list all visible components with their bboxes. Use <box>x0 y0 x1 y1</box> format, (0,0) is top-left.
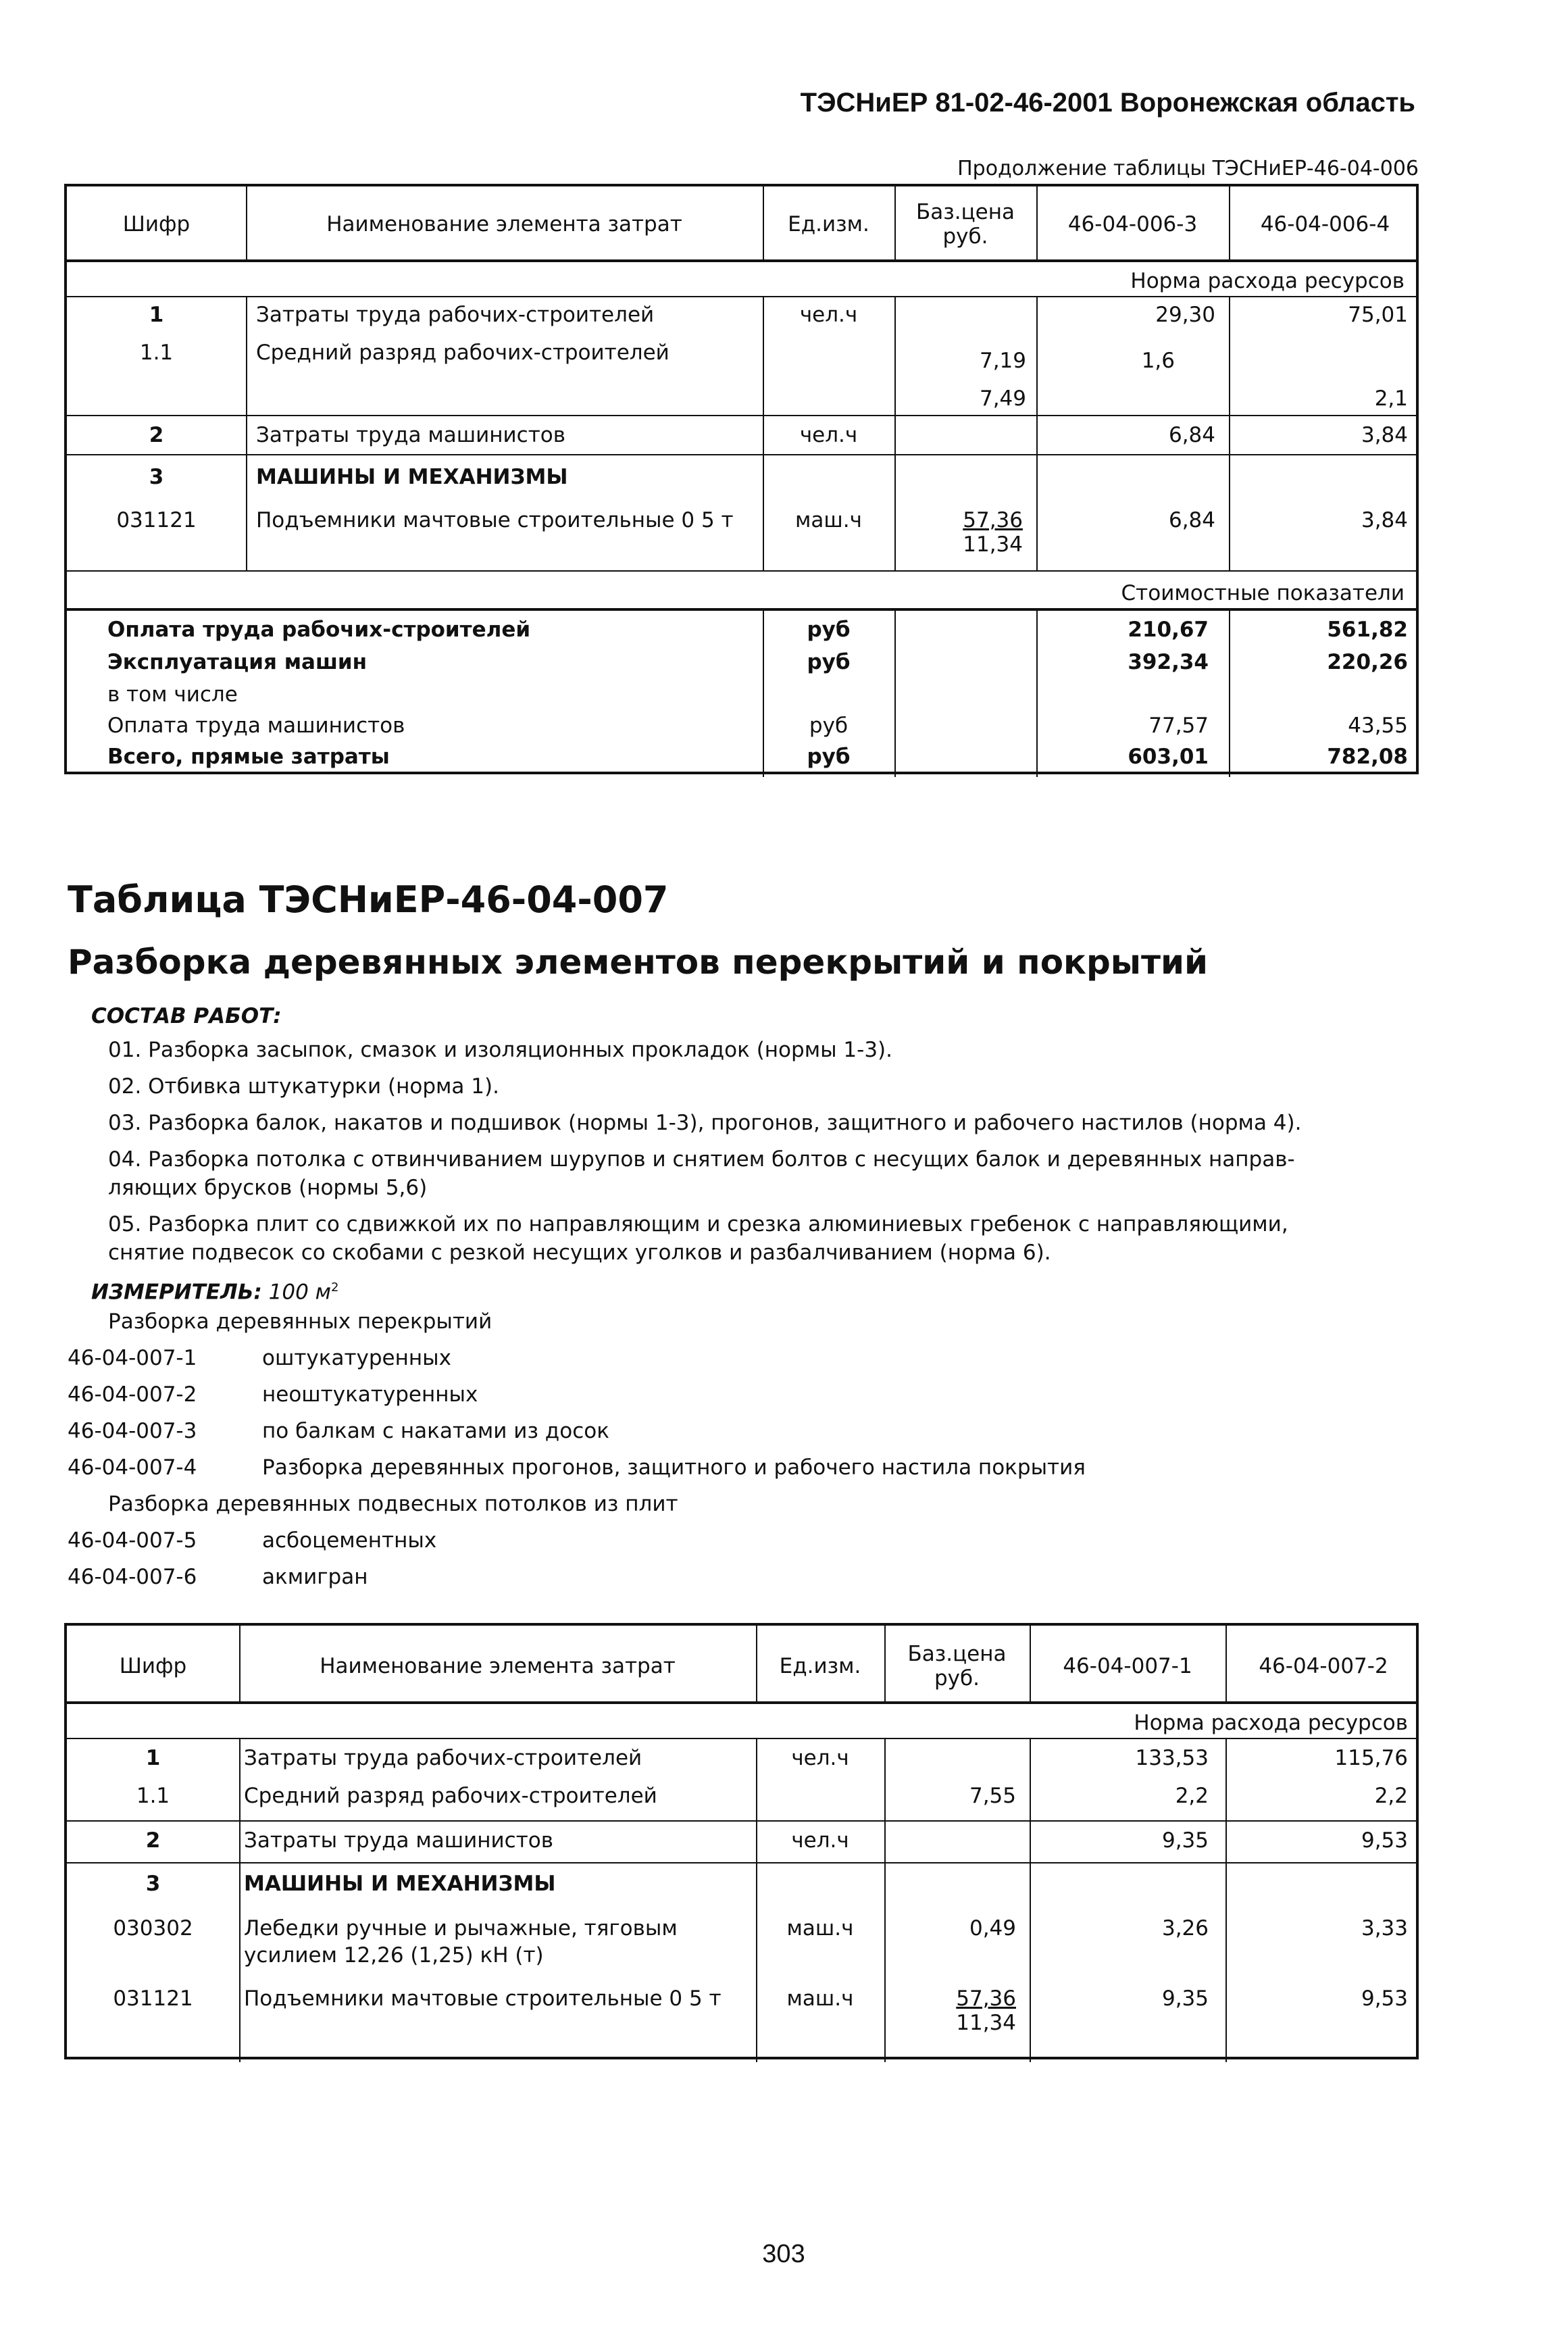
t2-row5-unit: маш.ч <box>786 1916 854 1941</box>
t1-vline-1b <box>246 296 247 570</box>
t2-row3-v1: 9,35 <box>1161 1828 1209 1853</box>
t1-row4-v1: 6,84 <box>1168 423 1215 447</box>
t1-row6-name: Подъемники мачтовые строительные 0 5 т <box>256 508 734 532</box>
t1-header-code: Шифр <box>122 212 191 236</box>
t1-norm-caption: Норма расхода ресурсов <box>1130 269 1405 293</box>
t2-row2-name: Средний разряд рабочих-строителей <box>244 1784 657 1808</box>
t1-vline-5c <box>1229 608 1230 777</box>
t2-vline-1b <box>239 1738 241 2062</box>
t1-row1-v2: 75,01 <box>1348 303 1408 327</box>
item-text-4: Разборка деревянных прогонов, защитного и рабочего настила покрытия <box>262 1455 1086 1480</box>
t1-cost1-name: Оплата труда рабочих-строителей <box>107 618 531 642</box>
section-title: Таблица ТЭСНиЕР-46-04-007 <box>68 878 669 921</box>
t2-row6-v1: 9,35 <box>1161 1986 1209 2011</box>
t2-header-col2: 46-04-007-2 <box>1259 1654 1388 1678</box>
t1-cost-caption: Стоимостные показатели <box>1121 581 1405 605</box>
t1-row2-name: Средний разряд рабочих-строителей <box>256 341 669 365</box>
t1-vline-4c <box>1036 608 1038 777</box>
t2-vline-2 <box>756 1626 757 1701</box>
t1-vline-4 <box>1036 186 1038 259</box>
t2-vline-4 <box>1030 1626 1031 1701</box>
group-2-label: Разборка деревянных подвесных потолков из плит <box>108 1492 678 1516</box>
t2-header-price: Баз.цена руб. <box>907 1642 1007 1691</box>
t1-cost4-v1: 77,57 <box>1148 714 1209 738</box>
t2-row5-v2: 3,33 <box>1361 1916 1408 1941</box>
t1-row3-price: 7,49 <box>979 386 1026 411</box>
t2-norm-caption: Норма расхода ресурсов <box>1134 1711 1408 1735</box>
t1-row6-v1: 6,84 <box>1168 508 1215 532</box>
t1-row6-v2: 3,84 <box>1361 508 1408 532</box>
t2-row2-code: 1.1 <box>136 1784 170 1808</box>
t1-row5-name: МАШИНЫ И МЕХАНИЗМЫ <box>256 465 568 489</box>
item-text-1: оштукатуренных <box>262 1346 451 1370</box>
table-2 <box>64 1623 1419 2059</box>
t2-vline-1 <box>239 1626 241 1701</box>
table-1 <box>64 184 1419 774</box>
t2-row5-code: 030302 <box>113 1916 193 1941</box>
page-header: ТЭСНиЕР 81-02-46-2001 Воронежская область <box>800 88 1415 118</box>
t1-cost2-name: Эксплуатация машин <box>107 650 368 674</box>
t1-cost5-name: Всего, прямые затраты <box>107 745 390 769</box>
t1-cost2-v1: 392,34 <box>1128 650 1209 674</box>
t1-divider-c <box>67 570 1416 572</box>
t1-divider-a <box>67 415 1416 416</box>
t1-cost5-unit: руб <box>807 745 851 769</box>
t2-row1-v2: 115,76 <box>1334 1746 1408 1770</box>
measure <box>91 1276 339 1304</box>
t2-vline-3b <box>884 1738 886 2062</box>
t1-row6-price2: 11,34 <box>963 532 1023 557</box>
t2-row3-name: Затраты труда машинистов <box>244 1828 554 1853</box>
t2-row5-v1: 3,26 <box>1161 1916 1209 1941</box>
item-code-2: 46-04-007-2 <box>68 1382 197 1407</box>
t2-row1-v1: 133,53 <box>1135 1746 1209 1770</box>
t1-vline-5b <box>1229 296 1230 570</box>
t1-vline-1 <box>246 186 247 259</box>
item-code-4: 46-04-007-4 <box>68 1455 197 1480</box>
t1-row2-code: 1.1 <box>139 341 174 365</box>
t1-row4-v2: 3,84 <box>1361 423 1408 447</box>
work-item-5: 05. Разборка плит со сдвижкой их по направляющим и срезка алюминиевых гребенок с направляющими, <box>108 1212 1288 1236</box>
t2-row6-v2: 9,53 <box>1361 1986 1408 2011</box>
t1-cost5-v2: 782,08 <box>1327 745 1408 769</box>
t1-cost1-unit: руб <box>807 618 851 642</box>
t1-row4-code: 2 <box>149 423 164 447</box>
t2-row3-code: 2 <box>145 1828 161 1853</box>
t2-norm-divider <box>67 1738 1416 1739</box>
t2-row4-name: МАШИНЫ И МЕХАНИЗМЫ <box>244 1872 556 1896</box>
t1-row5-code: 3 <box>149 465 164 489</box>
t2-row6-price2: 11,34 <box>956 2011 1016 2035</box>
t1-norm-divider <box>67 296 1416 297</box>
t2-row4-code: 3 <box>145 1872 161 1896</box>
t1-vline-3c <box>894 608 896 777</box>
work-item-3: 03. Разборка балок, накатов и подшивок (нормы 1-3), прогонов, защитного и рабочего настилов (норма 4). <box>108 1111 1302 1135</box>
t1-cost3-name: в том числе <box>107 682 238 707</box>
work-item-4-cont: ляющих брусков (нормы 5,6) <box>108 1176 428 1200</box>
t1-cost4-v2: 43,55 <box>1348 714 1408 738</box>
item-text-6: акмигран <box>262 1565 368 1589</box>
work-item-1: 01. Разборка засыпок, смазок и изоляционных прокладок (нормы 1-3). <box>108 1038 893 1062</box>
t2-vline-3 <box>884 1626 886 1701</box>
t2-vline-5b <box>1225 1738 1227 2062</box>
t1-row1-code: 1 <box>149 303 164 327</box>
t2-header-code: Шифр <box>119 1654 187 1678</box>
t1-vline-3 <box>894 186 896 259</box>
item-text-2: неоштукатуренных <box>262 1382 478 1407</box>
t2-divider-a <box>67 1820 1416 1822</box>
t1-cost2-v2: 220,26 <box>1327 650 1408 674</box>
t2-vline-5 <box>1225 1626 1227 1701</box>
section-subtitle: Разборка деревянных элементов перекрытий и покрытий <box>68 943 1209 982</box>
group-1-label: Разборка деревянных перекрытий <box>108 1309 492 1334</box>
t1-row4-name: Затраты труда машинистов <box>256 423 566 447</box>
t1-row2-price: 7,19 <box>979 349 1026 373</box>
t1-row6-price: 57,36 <box>963 508 1023 532</box>
t2-header-divider <box>67 1701 1416 1704</box>
t2-row5-price: 0,49 <box>969 1916 1016 1941</box>
continuation-caption: Продолжение таблицы ТЭСНиЕР-46-04-006 <box>957 157 1419 180</box>
item-code-1: 46-04-007-1 <box>68 1346 197 1370</box>
t1-cost2-unit: руб <box>807 650 851 674</box>
t2-row1-name: Затраты труда рабочих-строителей <box>244 1746 642 1770</box>
t2-row2-v2: 2,2 <box>1374 1784 1408 1808</box>
t2-row6-unit: маш.ч <box>786 1986 854 2011</box>
t1-header-divider <box>67 259 1416 262</box>
item-code-3: 46-04-007-3 <box>68 1419 197 1443</box>
t1-cost4-name: Оплата труда машинистов <box>107 714 405 738</box>
t2-row6-name: Подъемники мачтовые строительные 0 5 т <box>244 1986 722 2011</box>
t1-row6-unit: маш.ч <box>795 508 862 532</box>
item-text-5: асбоцементных <box>262 1528 437 1553</box>
measure-value: 100 м <box>268 1280 332 1305</box>
t2-row6-price: 57,36 <box>956 1986 1016 2011</box>
t2-row3-v2: 9,53 <box>1361 1828 1408 1853</box>
t1-row3-v2: 2,1 <box>1374 386 1408 411</box>
t2-header-unit: Ед.изм. <box>779 1654 861 1678</box>
work-item-2: 02. Отбивка штукатурки (норма 1). <box>108 1074 499 1099</box>
works-label: СОСТАВ РАБОТ: <box>91 1004 282 1028</box>
t1-cost1-v2: 561,82 <box>1327 618 1408 642</box>
t1-divider-d <box>67 608 1416 611</box>
t2-row5-name2: усилием 12,26 (1,25) кН (т) <box>244 1943 544 1968</box>
t2-row2-price: 7,55 <box>969 1784 1016 1808</box>
t1-header-col1: 46-04-006-3 <box>1067 212 1198 236</box>
item-code-5: 46-04-007-5 <box>68 1528 197 1553</box>
t2-row6-code: 031121 <box>113 1986 193 2011</box>
t2-divider-b <box>67 1862 1416 1863</box>
t1-cost1-v1: 210,67 <box>1128 618 1209 642</box>
t1-header-col2: 46-04-006-4 <box>1260 212 1390 236</box>
measure-label: ИЗМЕРИТЕЛЬ: <box>91 1280 262 1305</box>
t1-vline-5 <box>1229 186 1230 259</box>
work-item-5-cont: снятие подвесок со скобами с резкой несущих уголков и разбалчиванием (норма 6). <box>108 1241 1051 1265</box>
t2-vline-2b <box>756 1738 757 2062</box>
t2-header-col1: 46-04-007-1 <box>1063 1654 1192 1678</box>
t2-row5-name: Лебедки ручные и рычажные, тяговым <box>244 1916 678 1941</box>
t1-row6-code: 031121 <box>116 508 197 532</box>
measure-sup: 2 <box>331 1280 339 1295</box>
t1-row1-unit: чел.ч <box>799 303 858 327</box>
t1-cost5-v1: 603,01 <box>1128 745 1209 769</box>
t1-header-price: Баз.цена руб. <box>915 200 1015 249</box>
t2-vline-4b <box>1030 1738 1031 2062</box>
t2-row1-code: 1 <box>145 1746 161 1770</box>
t2-row3-unit: чел.ч <box>791 1828 849 1853</box>
t1-vline-2b <box>763 296 764 570</box>
t1-vline-3b <box>894 296 896 570</box>
t1-row4-unit: чел.ч <box>799 423 858 447</box>
t1-header-name: Наименование элемента затрат <box>326 212 682 236</box>
t1-row2-v1: 1,6 <box>1141 349 1175 373</box>
t1-header-unit: Ед.изм. <box>788 212 869 236</box>
item-text-3: по балкам с накатами из досок <box>262 1419 609 1443</box>
work-item-4: 04. Разборка потолка с отвинчиванием шурупов и снятием болтов с несущих балок и деревянных направ- <box>108 1147 1295 1172</box>
t1-divider-b <box>67 454 1416 455</box>
t2-header-name: Наименование элемента затрат <box>320 1654 676 1678</box>
page-number: 303 <box>762 2240 805 2268</box>
t1-vline-2c <box>763 608 764 777</box>
t1-row1-v1: 29,30 <box>1155 303 1215 327</box>
t1-vline-2 <box>763 186 764 259</box>
t1-cost4-unit: руб <box>809 714 849 738</box>
item-code-6: 46-04-007-6 <box>68 1565 197 1589</box>
t1-row1-name: Затраты труда рабочих-строителей <box>256 303 655 327</box>
t2-row1-unit: чел.ч <box>791 1746 849 1770</box>
t1-vline-4b <box>1036 296 1038 570</box>
t2-row2-v1: 2,2 <box>1175 1784 1209 1808</box>
